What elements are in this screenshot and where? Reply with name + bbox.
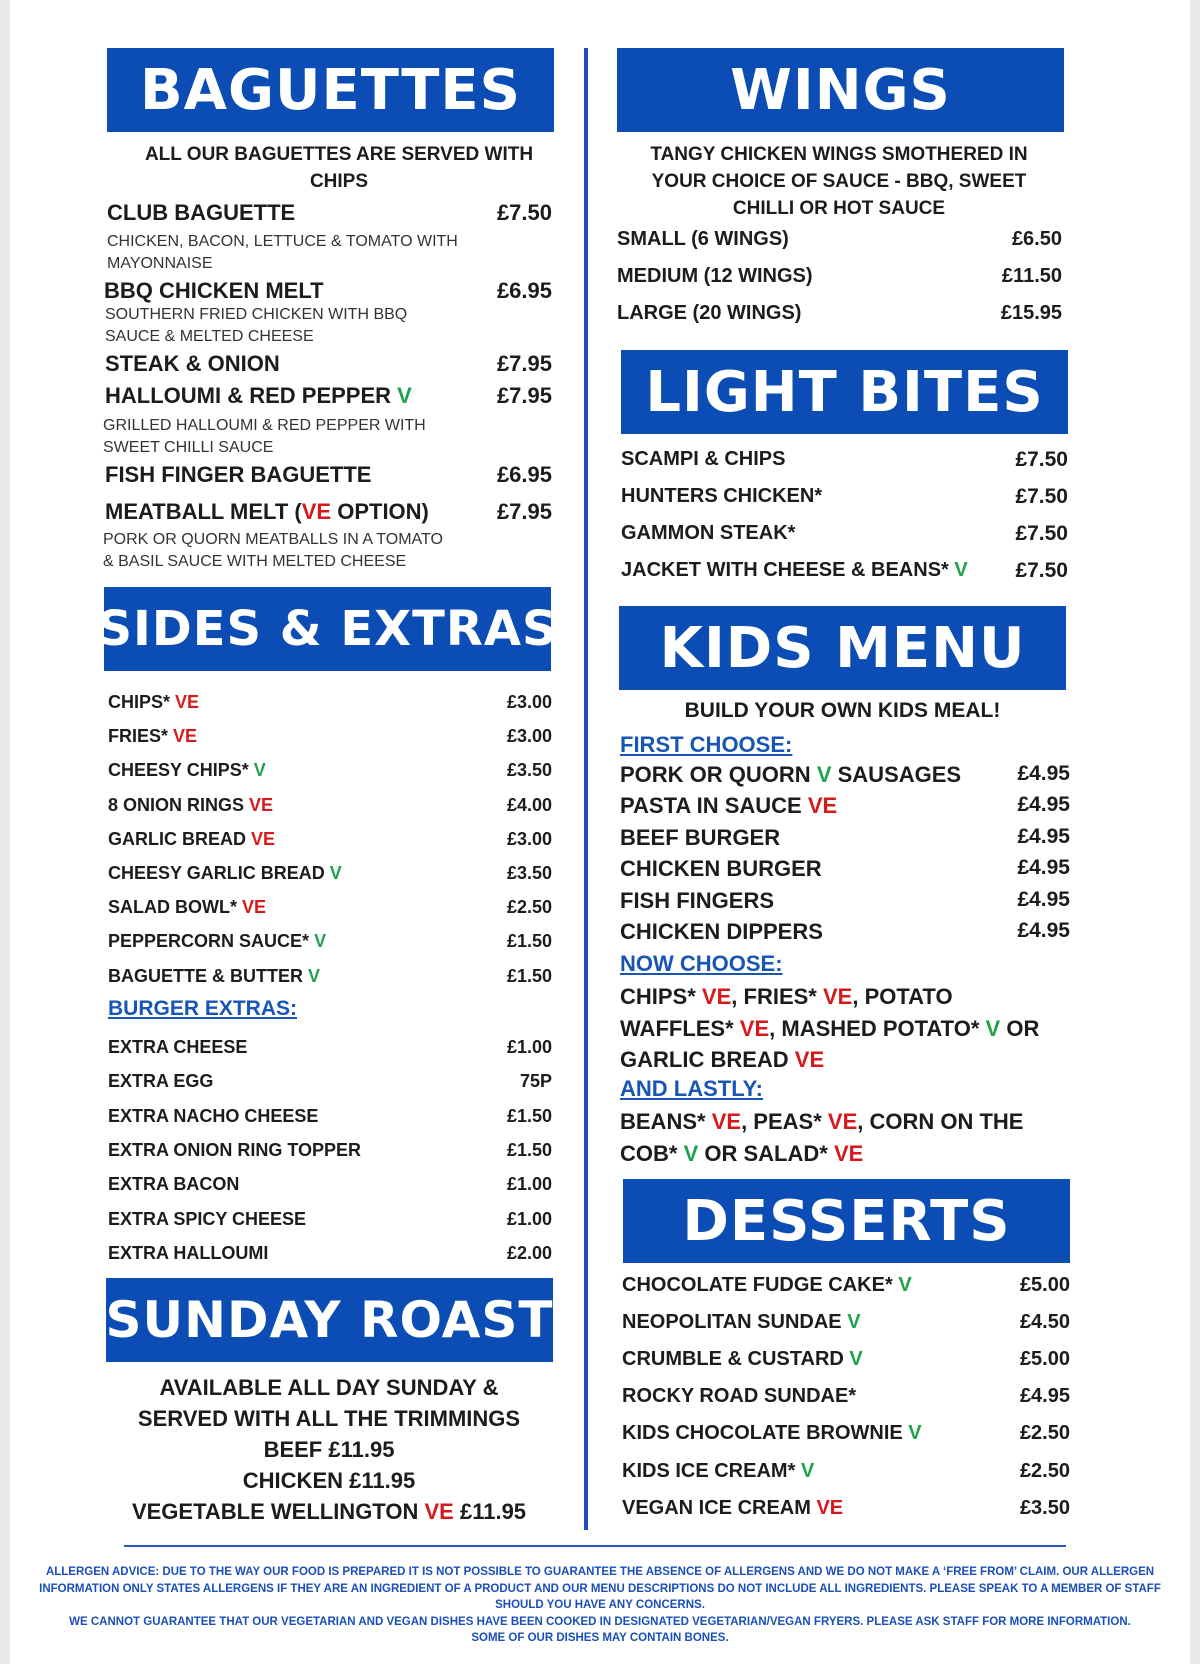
light-bite-price: £7.50 <box>1015 559 1068 582</box>
side-price: £3.00 <box>506 692 552 712</box>
item-name: SCAMPI & CHIPS <box>621 448 786 470</box>
dessert-item <box>622 1311 861 1334</box>
option-text: BEANS* <box>620 1109 706 1134</box>
sunday-roast-chicken: CHICKEN £11.95 <box>242 1468 416 1493</box>
fish-finger-baguette-name: FISH FINGER BAGUETTE <box>105 462 372 487</box>
item-name: CHEESY GARLIC BREAD <box>108 863 325 883</box>
side-price: £3.50 <box>506 760 552 781</box>
sunday-roast-banner <box>106 1278 553 1362</box>
wings-price: £15.95 <box>1000 302 1062 324</box>
allergen-advice-line-1: ALLERGEN ADVICE: DUE TO THE WAY OUR FOOD IS PREPARED IT IS NOT POSSIBLE TO GUARANTEE THE ABSENCE OF ALLERGENS AND WE DO NOT MAKE A ‘FREE FROM’ CLAIM. OUR ALLERGEN INFORMATION ONLY STATES ALLERGENS IF THEY ARE AN INGREDIENT OF A PRODUCT AND OUR MENU DESCRIPTIONS DO NOT INCLUDE ALL INGREDIENTS. PLEASE SPEAK TO A MEMBER OF STAFF SHOULD YOU HAVE ANY CONCERNS. <box>39 1566 1161 1611</box>
vegan-tag: VE <box>816 1496 844 1519</box>
item-name: FRIES* <box>108 726 169 747</box>
light-bite-item <box>621 522 795 545</box>
side-item <box>108 760 266 781</box>
sunday-roast-vegetable-wellington <box>100 1496 558 1527</box>
dessert-item <box>622 1460 814 1483</box>
item-name: EXTRA NACHO CHEESE <box>108 1105 319 1126</box>
extra-price: £1.50 <box>506 1105 552 1126</box>
extra-item <box>108 1243 268 1264</box>
side-item <box>108 863 342 884</box>
item-name: 8 ONION RINGS <box>108 794 245 815</box>
light-bite-price: £7.50 <box>1015 485 1068 508</box>
allergen-advice-line-2: WE CANNOT GUARANTEE THAT OUR VEGETARIAN AND VEGAN DISHES HAVE BEEN COOKED IN DESIGNATED VEGETARIAN/VEGAN FRYERS. PLEASE ASK STAFF FOR MORE INFORMATION. <box>69 1615 1131 1628</box>
dessert-price: £5.00 <box>1019 1274 1070 1296</box>
option-text: CHIPS* <box>620 984 696 1009</box>
dessert-price: £3.50 <box>1019 1496 1070 1519</box>
vegetarian-tag: V <box>308 965 321 986</box>
dessert-price: £5.00 <box>1019 1348 1070 1371</box>
extra-item <box>108 1174 239 1195</box>
extra-price: £1.00 <box>506 1037 552 1057</box>
wings-intro: TANGY CHICKEN WINGS SMOTHERED IN YOUR CHOICE OF SAUCE - BBQ, SWEET CHILLI OR HOT SAUCE <box>650 144 1028 219</box>
item-name: EXTRA EGG <box>108 1071 214 1092</box>
steak-onion-price: £7.95 <box>496 351 552 376</box>
dessert-item <box>622 1497 843 1520</box>
side-item <box>108 795 273 816</box>
extra-item <box>108 1106 318 1127</box>
vegan-tag: VE <box>301 499 332 524</box>
sides-extras-title: SIDES & EXTRAS <box>97 601 558 657</box>
kids-main-item <box>620 888 774 914</box>
item-name: JACKET WITH CHEESE & BEANS* <box>621 559 949 581</box>
baguettes-banner <box>107 48 554 132</box>
column-divider <box>584 48 588 1530</box>
item-name: GAMMON STEAK* <box>621 522 796 544</box>
dessert-item <box>622 1385 856 1408</box>
item-name: SMALL (6 WINGS) <box>617 228 789 250</box>
vegan-tag: VE <box>173 726 198 747</box>
burger-extras-heading: BURGER EXTRAS: <box>108 997 298 1020</box>
desserts-banner <box>623 1179 1070 1263</box>
vegetarian-tag: V <box>985 1015 1001 1041</box>
meatball-melt-price: £7.95 <box>496 499 552 524</box>
club-baguette-price: £7.50 <box>496 200 552 225</box>
vegan-tag: VE <box>701 984 732 1009</box>
item-name: HUNTERS CHICKEN* <box>621 485 823 507</box>
dessert-price: £2.50 <box>1019 1422 1070 1445</box>
extra-price: 75P <box>519 1071 552 1092</box>
wings-item <box>617 265 813 288</box>
bbq-chicken-melt-price: £6.95 <box>496 278 552 303</box>
option-text: , PEAS* <box>741 1109 822 1134</box>
now-choose-heading: NOW CHOOSE: <box>620 951 783 976</box>
page-edge-left <box>0 0 10 1664</box>
extra-item <box>108 1140 361 1161</box>
halloumi-label: HALLOUMI & RED PEPPER <box>105 383 392 408</box>
option-text: , POTATO WAFFLES* <box>620 984 953 1041</box>
kids-main-item <box>620 919 823 945</box>
item-name: VEGAN ICE CREAM <box>622 1496 811 1519</box>
item-name: NEOPOLITAN SUNDAE <box>622 1311 842 1334</box>
side-item <box>108 829 275 850</box>
item-name: KIDS CHOCOLATE BROWNIE <box>622 1422 903 1445</box>
item-name: MEDIUM (12 WINGS) <box>617 265 813 287</box>
option-text: , CORN ON THE COB* <box>620 1109 1024 1166</box>
dessert-item <box>622 1274 912 1297</box>
vegan-tag: VE <box>251 828 276 849</box>
vegetarian-tag: V <box>816 762 832 787</box>
extra-item <box>108 1071 213 1092</box>
item-name: CHICKEN DIPPERS <box>620 919 823 944</box>
vegetarian-tag: V <box>397 383 412 408</box>
vegan-tag: VE <box>249 794 274 815</box>
sunday-roast-line-1: AVAILABLE ALL DAY SUNDAY & <box>159 1375 499 1400</box>
extra-price: £1.00 <box>506 1208 552 1229</box>
kids-main-item <box>620 825 780 851</box>
item-name: EXTRA ONION RING TOPPER <box>108 1139 362 1160</box>
bbq-chicken-melt-desc: SOUTHERN FRIED CHICKEN WITH BBQ SAUCE & MELTED CHEESE <box>105 306 408 345</box>
fish-finger-baguette-price: £6.95 <box>496 462 552 487</box>
side-price: £2.50 <box>506 897 552 918</box>
club-baguette-desc: CHICKEN, BACON, LETTUCE & TOMATO WITH MAYONNAISE <box>107 233 458 272</box>
item-name: EXTRA CHEESE <box>108 1037 248 1057</box>
item-name: CHEESY CHIPS* <box>108 760 249 781</box>
item-name: PEPPERCORN SAUCE* <box>108 931 310 952</box>
wellington-label: VEGETABLE WELLINGTON <box>131 1499 419 1524</box>
vegetarian-tag: V <box>954 559 968 581</box>
and-lastly-heading: AND LASTLY: <box>620 1076 763 1101</box>
halloumi-red-pepper-price: £7.95 <box>496 383 552 408</box>
desserts-title: DESSERTS <box>682 1188 1011 1254</box>
extra-item <box>108 1037 247 1058</box>
item-name: CRUMBLE & CUSTARD <box>622 1348 844 1371</box>
sunday-roast-beef: BEEF £11.95 <box>263 1437 395 1462</box>
vegetarian-tag: V <box>908 1422 922 1445</box>
item-name: FISH FINGERS <box>620 887 775 913</box>
bbq-chicken-melt-name: BBQ CHICKEN MELT <box>104 278 324 303</box>
page-edge-right <box>1190 0 1200 1664</box>
light-bite-price: £7.50 <box>1015 448 1068 471</box>
vegetarian-tag: V <box>253 760 266 781</box>
vegan-tag: VE <box>807 793 838 819</box>
vegan-tag: VE <box>242 897 267 918</box>
extra-item <box>108 1209 306 1230</box>
vegetarian-tag: V <box>849 1348 863 1371</box>
kids-main-item <box>620 793 837 819</box>
kids-main-price: £4.95 <box>1017 793 1070 817</box>
item-name: BAGUETTE & BUTTER <box>108 965 303 986</box>
light-bites-title: LIGHT BITES <box>645 359 1044 425</box>
item-name: CHICKEN BURGER <box>620 856 822 882</box>
kids-main-price: £4.95 <box>1017 919 1070 942</box>
wings-item <box>617 228 789 251</box>
first-choose-heading: FIRST CHOOSE: <box>620 732 793 757</box>
vegan-tag: VE <box>175 692 200 712</box>
footer-divider <box>124 1545 1066 1547</box>
meatball-melt-desc: PORK OR QUORN MEATBALLS IN A TOMATO & BASIL SAUCE WITH MELTED CHEESE <box>103 531 443 570</box>
kids-main-price: £4.95 <box>1017 887 1070 911</box>
extra-price: £2.00 <box>506 1242 552 1263</box>
light-bite-item <box>621 485 822 508</box>
allergen-advice <box>16 1564 1184 1647</box>
wings-price: £11.50 <box>1001 265 1062 287</box>
vegan-tag: VE <box>822 984 853 1009</box>
extra-price: £1.50 <box>506 1139 552 1160</box>
vegan-tag: VE <box>794 1047 825 1072</box>
kids-menu-title: KIDS MENU <box>659 615 1026 681</box>
kids-menu-banner <box>619 606 1066 690</box>
vegan-tag: VE <box>424 1499 454 1524</box>
item-name: LARGE (20 WINGS) <box>617 302 802 324</box>
sides-extras-banner <box>97 587 558 671</box>
dessert-item <box>622 1348 863 1371</box>
side-item <box>108 726 197 747</box>
light-bite-price: £7.50 <box>1015 522 1068 545</box>
vegetarian-tag: V <box>847 1311 861 1334</box>
vegan-tag: VE <box>739 1015 770 1041</box>
wings-price: £6.50 <box>1011 228 1062 250</box>
item-name: GARLIC BREAD <box>108 828 246 849</box>
kids-main-price: £4.95 <box>1017 824 1070 848</box>
option-text: , MASHED POTATO* <box>769 1015 980 1041</box>
item-name-suffix: SAUSAGES <box>837 762 962 787</box>
club-baguette-name: CLUB BAGUETTE <box>107 200 296 225</box>
kids-intro: BUILD YOUR OWN KIDS MEAL! <box>684 699 1001 722</box>
side-item <box>108 692 199 713</box>
vegan-tag: VE <box>833 1140 864 1166</box>
option-text: OR SALAD* <box>698 1140 828 1166</box>
halloumi-red-pepper-name <box>105 383 412 409</box>
sunday-roast-title: SUNDAY ROAST <box>105 1291 554 1349</box>
option-text: , FRIES* <box>731 984 817 1009</box>
side-price: £3.50 <box>506 863 552 883</box>
side-price: £3.00 <box>506 726 552 747</box>
dessert-item <box>622 1422 922 1445</box>
vegan-tag: VE <box>711 1109 742 1134</box>
side-item <box>108 931 326 952</box>
meatball-melt-name <box>105 499 429 525</box>
wings-banner <box>617 48 1064 132</box>
kids-sides-options <box>620 981 1065 1076</box>
vegetarian-tag: V <box>683 1140 699 1166</box>
steak-onion-name: STEAK & ONION <box>105 351 280 376</box>
halloumi-red-pepper-desc: GRILLED HALLOUMI & RED PEPPER WITH SWEET CHILLI SAUCE <box>103 417 426 456</box>
wings-title: WINGS <box>730 57 951 123</box>
option-text: OR GARLIC BREAD <box>620 1015 1040 1072</box>
dessert-price: £2.50 <box>1019 1459 1070 1482</box>
light-bites-banner <box>621 350 1068 434</box>
item-name: CHOCOLATE FUDGE CAKE* <box>622 1274 893 1296</box>
kids-main-price: £4.95 <box>1017 762 1070 785</box>
baguettes-title: BAGUETTES <box>140 57 521 123</box>
side-item <box>108 966 320 987</box>
vegan-tag: VE <box>827 1109 858 1134</box>
vegetarian-tag: V <box>314 931 327 952</box>
kids-main-item <box>620 762 961 788</box>
extra-price: £1.00 <box>506 1174 552 1195</box>
side-price: £3.00 <box>506 828 552 849</box>
item-name: BEEF BURGER <box>620 824 781 850</box>
wings-item <box>617 302 801 325</box>
meatball-label-b: OPTION) <box>331 499 429 524</box>
vegetarian-tag: V <box>800 1459 815 1482</box>
sunday-roast-line-2: SERVED WITH ALL THE TRIMMINGS <box>137 1406 521 1431</box>
dessert-price: £4.50 <box>1019 1311 1070 1334</box>
kids-main-price: £4.95 <box>1017 856 1070 880</box>
side-item <box>108 897 266 918</box>
side-price: £1.50 <box>506 965 552 986</box>
item-name: KIDS ICE CREAM* <box>622 1459 796 1482</box>
light-bite-item <box>621 559 968 582</box>
item-name: EXTRA SPICY CHEESE <box>108 1208 307 1229</box>
vegetarian-tag: V <box>898 1274 912 1296</box>
dessert-price: £4.95 <box>1019 1385 1070 1408</box>
kids-veg-options <box>620 1106 1065 1169</box>
item-name: SALAD BOWL* <box>108 897 237 918</box>
item-name: EXTRA HALLOUMI <box>108 1242 269 1263</box>
wellington-price: £11.95 <box>459 1499 527 1524</box>
light-bite-item <box>621 448 785 471</box>
item-name: ROCKY ROAD SUNDAE* <box>622 1385 857 1408</box>
item-name: CHIPS* <box>108 692 171 712</box>
kids-main-item <box>620 856 822 882</box>
side-price: £4.00 <box>506 794 552 815</box>
meatball-label-a: MEATBALL MELT ( <box>105 499 302 524</box>
item-name: PORK OR QUORN <box>620 762 811 787</box>
allergen-advice-line-3: SOME OF OUR DISHES MAY CONTAIN BONES. <box>471 1632 729 1644</box>
baguettes-intro: ALL OUR BAGUETTES ARE SERVED WITH CHIPS <box>144 144 534 192</box>
vegetarian-tag: V <box>329 863 342 883</box>
side-price: £1.50 <box>506 931 552 952</box>
item-name: PASTA IN SAUCE <box>620 793 802 819</box>
item-name: EXTRA BACON <box>108 1174 240 1195</box>
